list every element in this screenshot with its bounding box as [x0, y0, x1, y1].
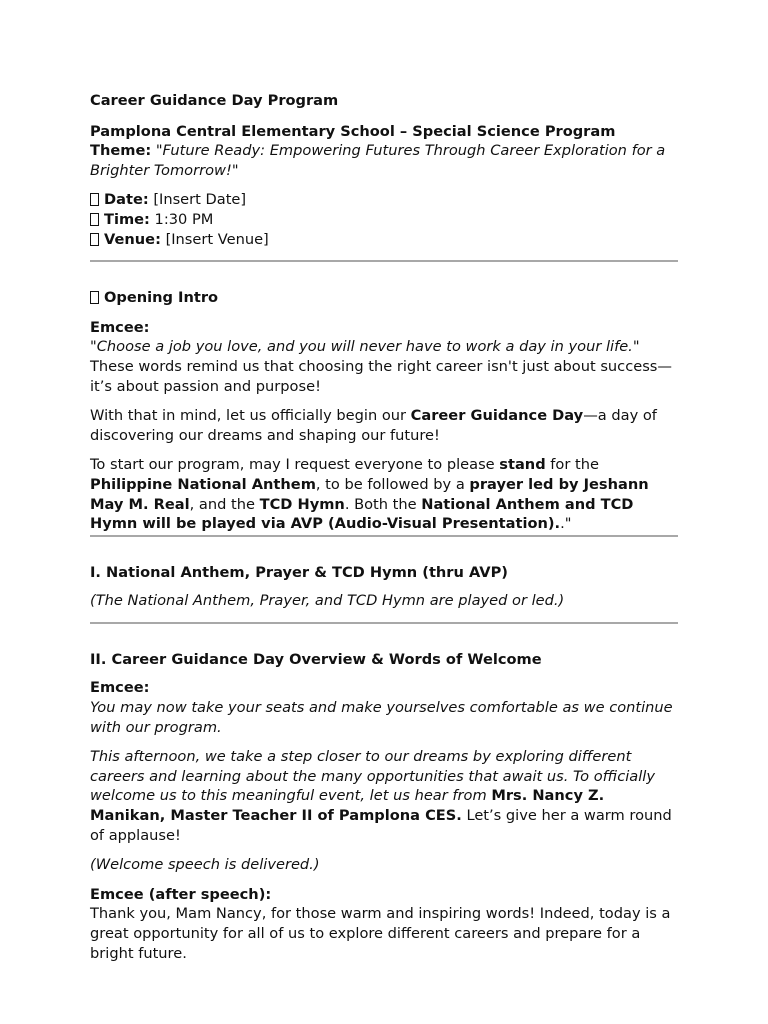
text-run: —a day of discovering our dreams and shaping our future!	[90, 407, 657, 444]
date-value: [Insert Date]	[153, 191, 247, 209]
speaker-name: Mrs. Nancy Z. Manikan, Master Teacher II of Pamplona CES.	[90, 787, 605, 825]
section-1-heading: I. National Anthem, Prayer & TCD Hymn (thru AVP)	[90, 563, 508, 581]
section-2-note: (Welcome speech is delivered.)	[90, 856, 320, 874]
text-run: , to be followed by a	[315, 475, 470, 493]
time-value: 1:30 PM	[154, 210, 214, 228]
opening-quote-followup: These words remind us that choosing the right career isn't just about success—it’s about passion and purpose!	[90, 357, 672, 395]
section-1-note: (The National Anthem, Prayer, and TCD Hymn are played or led.)	[90, 592, 565, 610]
location-pin-icon	[90, 233, 99, 246]
text-run-bold: National Anthem and TCD Hymn will be played via AVP (Audio-Visual Presentation).	[90, 495, 634, 533]
text-run-italic: This afternoon, we take a step closer to our dreams by exploring different careers and learning about the many opportunities that await us. To officially welcome us to this meaningful event, let us hear from	[90, 748, 655, 805]
venue-label: Venue:	[104, 230, 161, 248]
emcee-after-label: Emcee (after speech):	[90, 885, 272, 903]
text-run: ."	[560, 515, 572, 533]
section-2-paragraph-2	[90, 747, 680, 845]
section-2-heading: II. Career Guidance Day Overview & Words of Welcome	[90, 650, 542, 668]
opening-quote: "Choose a job you love, and you will never have to work a day in your life." These words remind us that choosing the right career isn't just about success—it’s about passion and purpose!	[90, 338, 672, 395]
opening-heading-text: Opening Intro	[104, 289, 219, 307]
school-name: Pamplona Central Elementary School – Special Science Program	[90, 122, 616, 140]
opening-heading	[90, 288, 680, 308]
date-line	[90, 190, 680, 210]
divider	[90, 260, 678, 262]
section-2-paragraph-1: You may now take your seats and make yourselves comfortable as we continue with our program.	[90, 699, 673, 736]
divider	[90, 535, 678, 537]
event-name: Career Guidance Day	[410, 407, 584, 425]
text-run: , and the	[189, 495, 260, 513]
document-title: Career Guidance Day Program	[90, 92, 339, 109]
text-run: . Both the	[344, 495, 422, 513]
text-run: With that in mind, let us officially begin our	[90, 407, 411, 425]
emcee-label: Emcee:	[90, 679, 150, 697]
calendar-icon	[90, 193, 99, 206]
document-page	[90, 91, 680, 963]
microphone-icon	[90, 291, 99, 304]
theme-text: Future Ready: Empowering Futures Through Career Exploration for a Brighter Tomorrow!	[90, 142, 666, 179]
emcee-after-text: Thank you, Mam Nancy, for those warm and inspiring words! Indeed, today is a great opportunity for all of us to explore different careers and prepare for a bright future.	[90, 905, 671, 962]
clock-icon	[90, 213, 99, 226]
emcee-label: Emcee:	[90, 318, 150, 336]
venue-line	[90, 230, 680, 250]
text-run-bold: prayer led by Jeshann May M. Real	[90, 475, 649, 513]
text-run: Let’s give her a warm round of applause!	[90, 807, 672, 844]
venue-value: [Insert Venue]	[165, 230, 269, 248]
text-run-bold: Philippine National Anthem	[90, 475, 316, 493]
text-run: To start our program, may I request everyone to please	[90, 456, 500, 474]
text-run-bold: TCD Hymn	[259, 495, 345, 513]
opening-paragraph-3	[90, 455, 680, 533]
text-run: for the	[545, 456, 599, 474]
theme-line: Theme: "Future Ready: Empowering Futures Through Career Exploration for a Brighter Tomorrow!"	[90, 142, 666, 179]
text-run-bold: stand	[499, 456, 546, 474]
time-label: Time:	[104, 210, 150, 228]
time-line	[90, 210, 680, 230]
theme-label: Theme:	[90, 142, 152, 160]
opening-quote-text: Choose a job you love, and you will never have to work a day in your life.	[96, 338, 633, 356]
date-label: Date:	[104, 191, 149, 209]
opening-paragraph-2	[90, 406, 680, 445]
divider	[90, 622, 678, 624]
